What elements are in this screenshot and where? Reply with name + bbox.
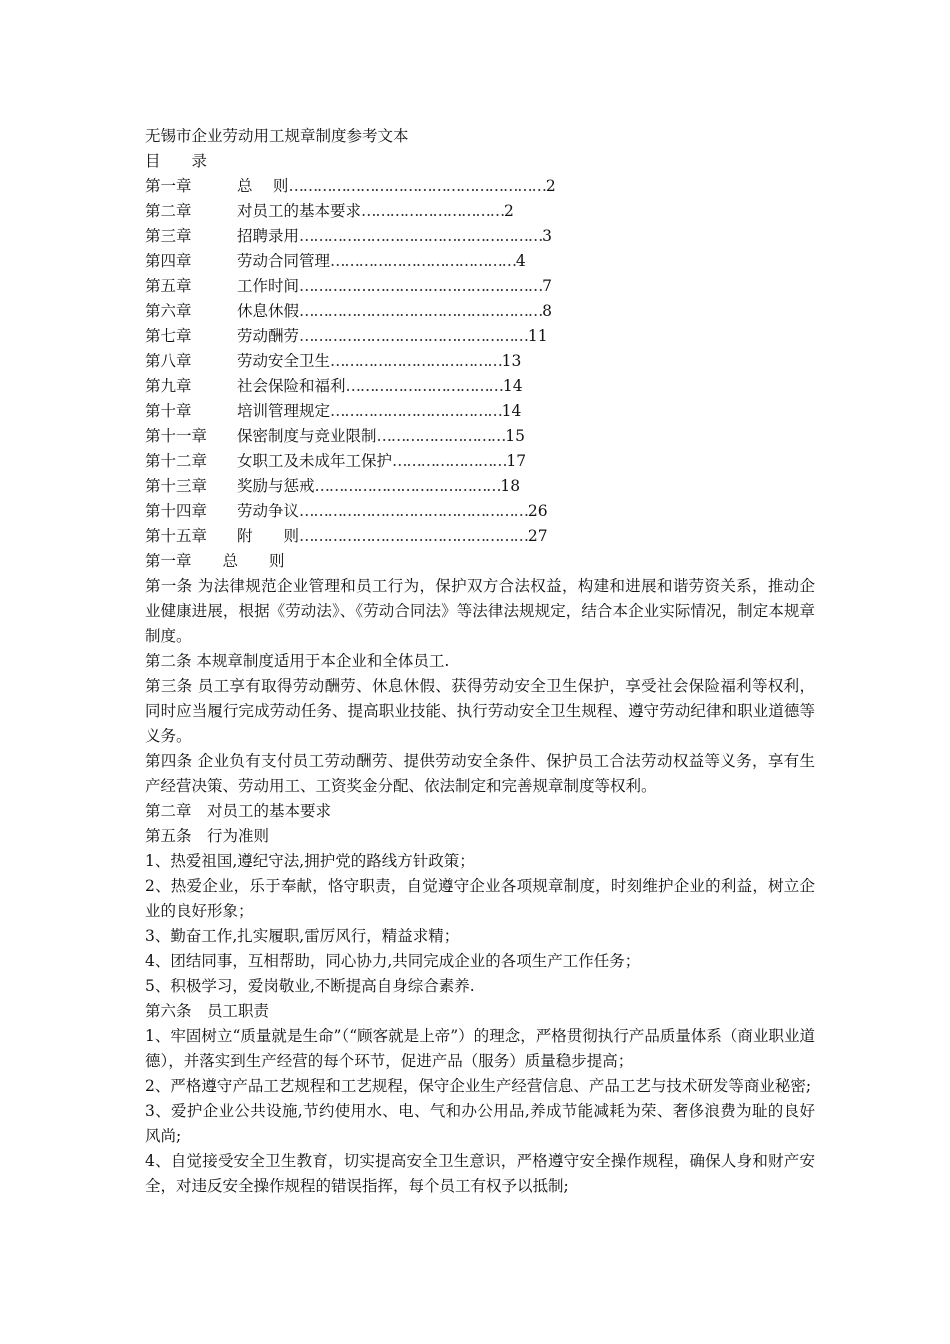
article-6-item: 3、爱护企业公共设施,节约使用水、电、气和办公用品,养成节能减耗为荣、奢侈浪费为耻的良好风尚; xyxy=(145,1102,815,1145)
toc-entry[interactable] xyxy=(145,224,815,249)
article-6-item: 1、牢固树立“质量就是生命”（“顾客就是上帝”）的理念，严格贯彻执行产品质量体系（商业职业道德），并落实到生产经营的每个环节，促进产品（服务）质量稳步提高； xyxy=(145,1027,815,1070)
article-6-heading: 第六条 员工职责 xyxy=(145,1002,270,1020)
article-1: 第一条 为法律规范企业管理和员工行为，保护双方合法权益，构建和进展和谐劳资关系，推动企业健康进展，根据《劳动法》、《劳动合同法》等法律法规规定，结合本企业实际情况，制定本规章制度。 xyxy=(145,577,815,645)
toc-chapter-number: 第四章 xyxy=(145,252,192,270)
toc-chapter-number: 第七章 xyxy=(145,327,192,345)
toc-chapter-number: 第六章 xyxy=(145,302,192,320)
article-5-heading: 第五条 行为准则 xyxy=(145,827,270,845)
toc-leader: …………………… xyxy=(392,452,507,470)
toc-leader: ………………………………………… xyxy=(299,327,528,345)
toc-leader: ………………………………… xyxy=(330,252,516,270)
toc-chapter-number: 第二章 xyxy=(145,202,192,220)
toc-entry[interactable] xyxy=(145,299,815,324)
toc-chapter-title: 总 则 xyxy=(237,177,289,195)
toc-page-number: 15 xyxy=(505,427,525,445)
toc-chapter-number: 第十章 xyxy=(145,402,192,420)
toc-page-number: 17 xyxy=(506,452,527,470)
toc-entry[interactable] xyxy=(145,274,815,299)
toc-page-number: 7 xyxy=(542,277,552,295)
toc-chapter-title: 招聘录用 xyxy=(237,227,300,245)
article-5-item: 5、积极学习，爱岗敬业,不断提高自身综合素养. xyxy=(145,977,475,995)
toc-chapter-title: 奖励与惩戒 xyxy=(237,477,315,495)
document-title: 无锡市企业劳动用工规章制度参考文本 xyxy=(145,127,409,145)
article-5-item: 3、勤奋工作,扎实履职,雷厉风行，精益求精； xyxy=(145,927,460,945)
toc-page-number: 2 xyxy=(504,202,514,220)
toc-chapter-number: 第九章 xyxy=(145,377,192,395)
toc-leader: …………………………………………… xyxy=(299,277,543,295)
toc-heading: 目 录 xyxy=(145,152,208,170)
toc-entry[interactable] xyxy=(145,199,815,224)
toc-chapter-title: 工作时间 xyxy=(237,277,300,295)
toc-chapter-title: 保密制度与竞业限制 xyxy=(237,427,377,445)
toc-chapter-title: 劳动酬劳 xyxy=(237,327,300,345)
toc-page-number: 3 xyxy=(542,227,552,245)
toc-leader: ……………………………… xyxy=(330,352,502,370)
article-4: 第四条 企业负有支付员工劳动酬劳、提供劳动安全条件、保护员工合法劳动权益等义务，享有生产经营决策、劳动用工、工资奖金分配、依法制定和完善规章制度等权利。 xyxy=(145,752,815,795)
toc-page-number: 11 xyxy=(527,327,548,345)
toc-chapter-number: 第十四章 xyxy=(145,502,208,520)
toc-page-number: 2 xyxy=(545,177,556,195)
article-5-item: 4、团结同事，互相帮助，同心协力,共同完成企业的各项生产工作任务； xyxy=(145,952,641,970)
toc-leader: …………………………… xyxy=(345,377,503,395)
article-3: 第三条 员工享有取得劳动酬劳、休息休假、获得劳动安全卫生保护，享受社会保险福利等权利，同时应当履行完成劳动任务、提高职业技能、执行劳动安全卫生规程、遵守劳动纪律和职业道德等义务。 xyxy=(145,677,815,745)
toc-chapter-title: 休息休假 xyxy=(237,302,300,320)
toc-entry[interactable] xyxy=(145,174,815,199)
toc-chapter-number: 第十三章 xyxy=(145,477,208,495)
toc-entry[interactable] xyxy=(145,424,815,449)
toc-chapter-title: 对员工的基本要求 xyxy=(237,202,362,220)
toc-entry[interactable] xyxy=(145,474,815,499)
toc-page-number: 18 xyxy=(500,477,521,495)
toc-page-number: 27 xyxy=(527,527,548,545)
article-6-item: 2、严格遵守产品工艺规程和工艺规程，保守企业生产经营信息、产品工艺与技术研发等商业秘密; xyxy=(145,1077,812,1095)
toc-chapter-number: 第五章 xyxy=(145,277,192,295)
toc-page-number: 14 xyxy=(501,402,522,420)
toc-entry[interactable] xyxy=(145,249,815,274)
toc-entry[interactable] xyxy=(145,524,815,549)
toc-leader: ……………………………………………… xyxy=(288,177,546,195)
toc-chapter-title: 附 则 xyxy=(237,527,300,545)
toc-entry[interactable] xyxy=(145,449,815,474)
toc-leader: ………………………………………… xyxy=(299,502,528,520)
toc-entry[interactable] xyxy=(145,499,815,524)
toc-leader: …………………………………………… xyxy=(299,302,543,320)
toc-page-number: 8 xyxy=(542,302,552,320)
article-6-item: 4、自觉接受安全卫生教育，切实提高安全卫生意识，严格遵守安全操作规程，确保人身和财产安全，对违反安全操作规程的错误指挥，每个员工有权予以抵制; xyxy=(145,1152,815,1195)
document-page xyxy=(145,124,815,1199)
toc-entry[interactable] xyxy=(145,399,815,424)
toc-entry[interactable] xyxy=(145,349,815,374)
article-5-item: 2、热爱企业，乐于奉献，恪守职责，自觉遵守企业各项规章制度，时刻维护企业的利益，树立企业的良好形象； xyxy=(145,877,815,920)
chapter-1-heading: 第一章 总 则 xyxy=(145,552,285,570)
toc-chapter-title: 劳动合同管理 xyxy=(237,252,331,270)
toc-leader: …………………………………………… xyxy=(299,227,543,245)
chapter-2-heading: 第二章 对员工的基本要求 xyxy=(145,802,332,820)
toc-chapter-title: 社会保险和福利 xyxy=(237,377,346,395)
toc-entry[interactable] xyxy=(145,324,815,349)
toc-chapter-number: 第三章 xyxy=(145,227,192,245)
table-of-contents xyxy=(145,174,815,549)
toc-leader: ………………………… xyxy=(361,202,505,220)
toc-chapter-number: 第十一章 xyxy=(145,427,208,445)
toc-chapter-number: 第十五章 xyxy=(145,527,208,545)
toc-page-number: 4 xyxy=(515,252,526,270)
article-2: 第二条 本规章制度适用于本企业和全体员工. xyxy=(145,652,450,670)
toc-leader: ………………………………………… xyxy=(299,527,528,545)
toc-chapter-number: 第一章 xyxy=(145,177,192,195)
toc-leader: ……………………… xyxy=(376,427,506,445)
toc-entry[interactable] xyxy=(145,374,815,399)
toc-chapter-number: 第十二章 xyxy=(145,452,208,470)
toc-page-number: 14 xyxy=(502,377,523,395)
toc-chapter-title: 劳动争议 xyxy=(237,502,300,520)
toc-leader: ……………………………… xyxy=(330,402,502,420)
toc-leader: ………………………………… xyxy=(314,477,501,495)
toc-chapter-title: 劳动安全卫生 xyxy=(237,352,331,370)
toc-chapter-title: 女职工及未成年工保护 xyxy=(237,452,393,470)
toc-chapter-number: 第八章 xyxy=(145,352,192,370)
toc-chapter-title: 培训管理规定 xyxy=(237,402,331,420)
article-5-item: 1、热爱祖国,遵纪守法,拥护党的路线方针政策； xyxy=(145,852,475,870)
toc-page-number: 13 xyxy=(501,352,522,370)
toc-page-number: 26 xyxy=(527,502,548,520)
